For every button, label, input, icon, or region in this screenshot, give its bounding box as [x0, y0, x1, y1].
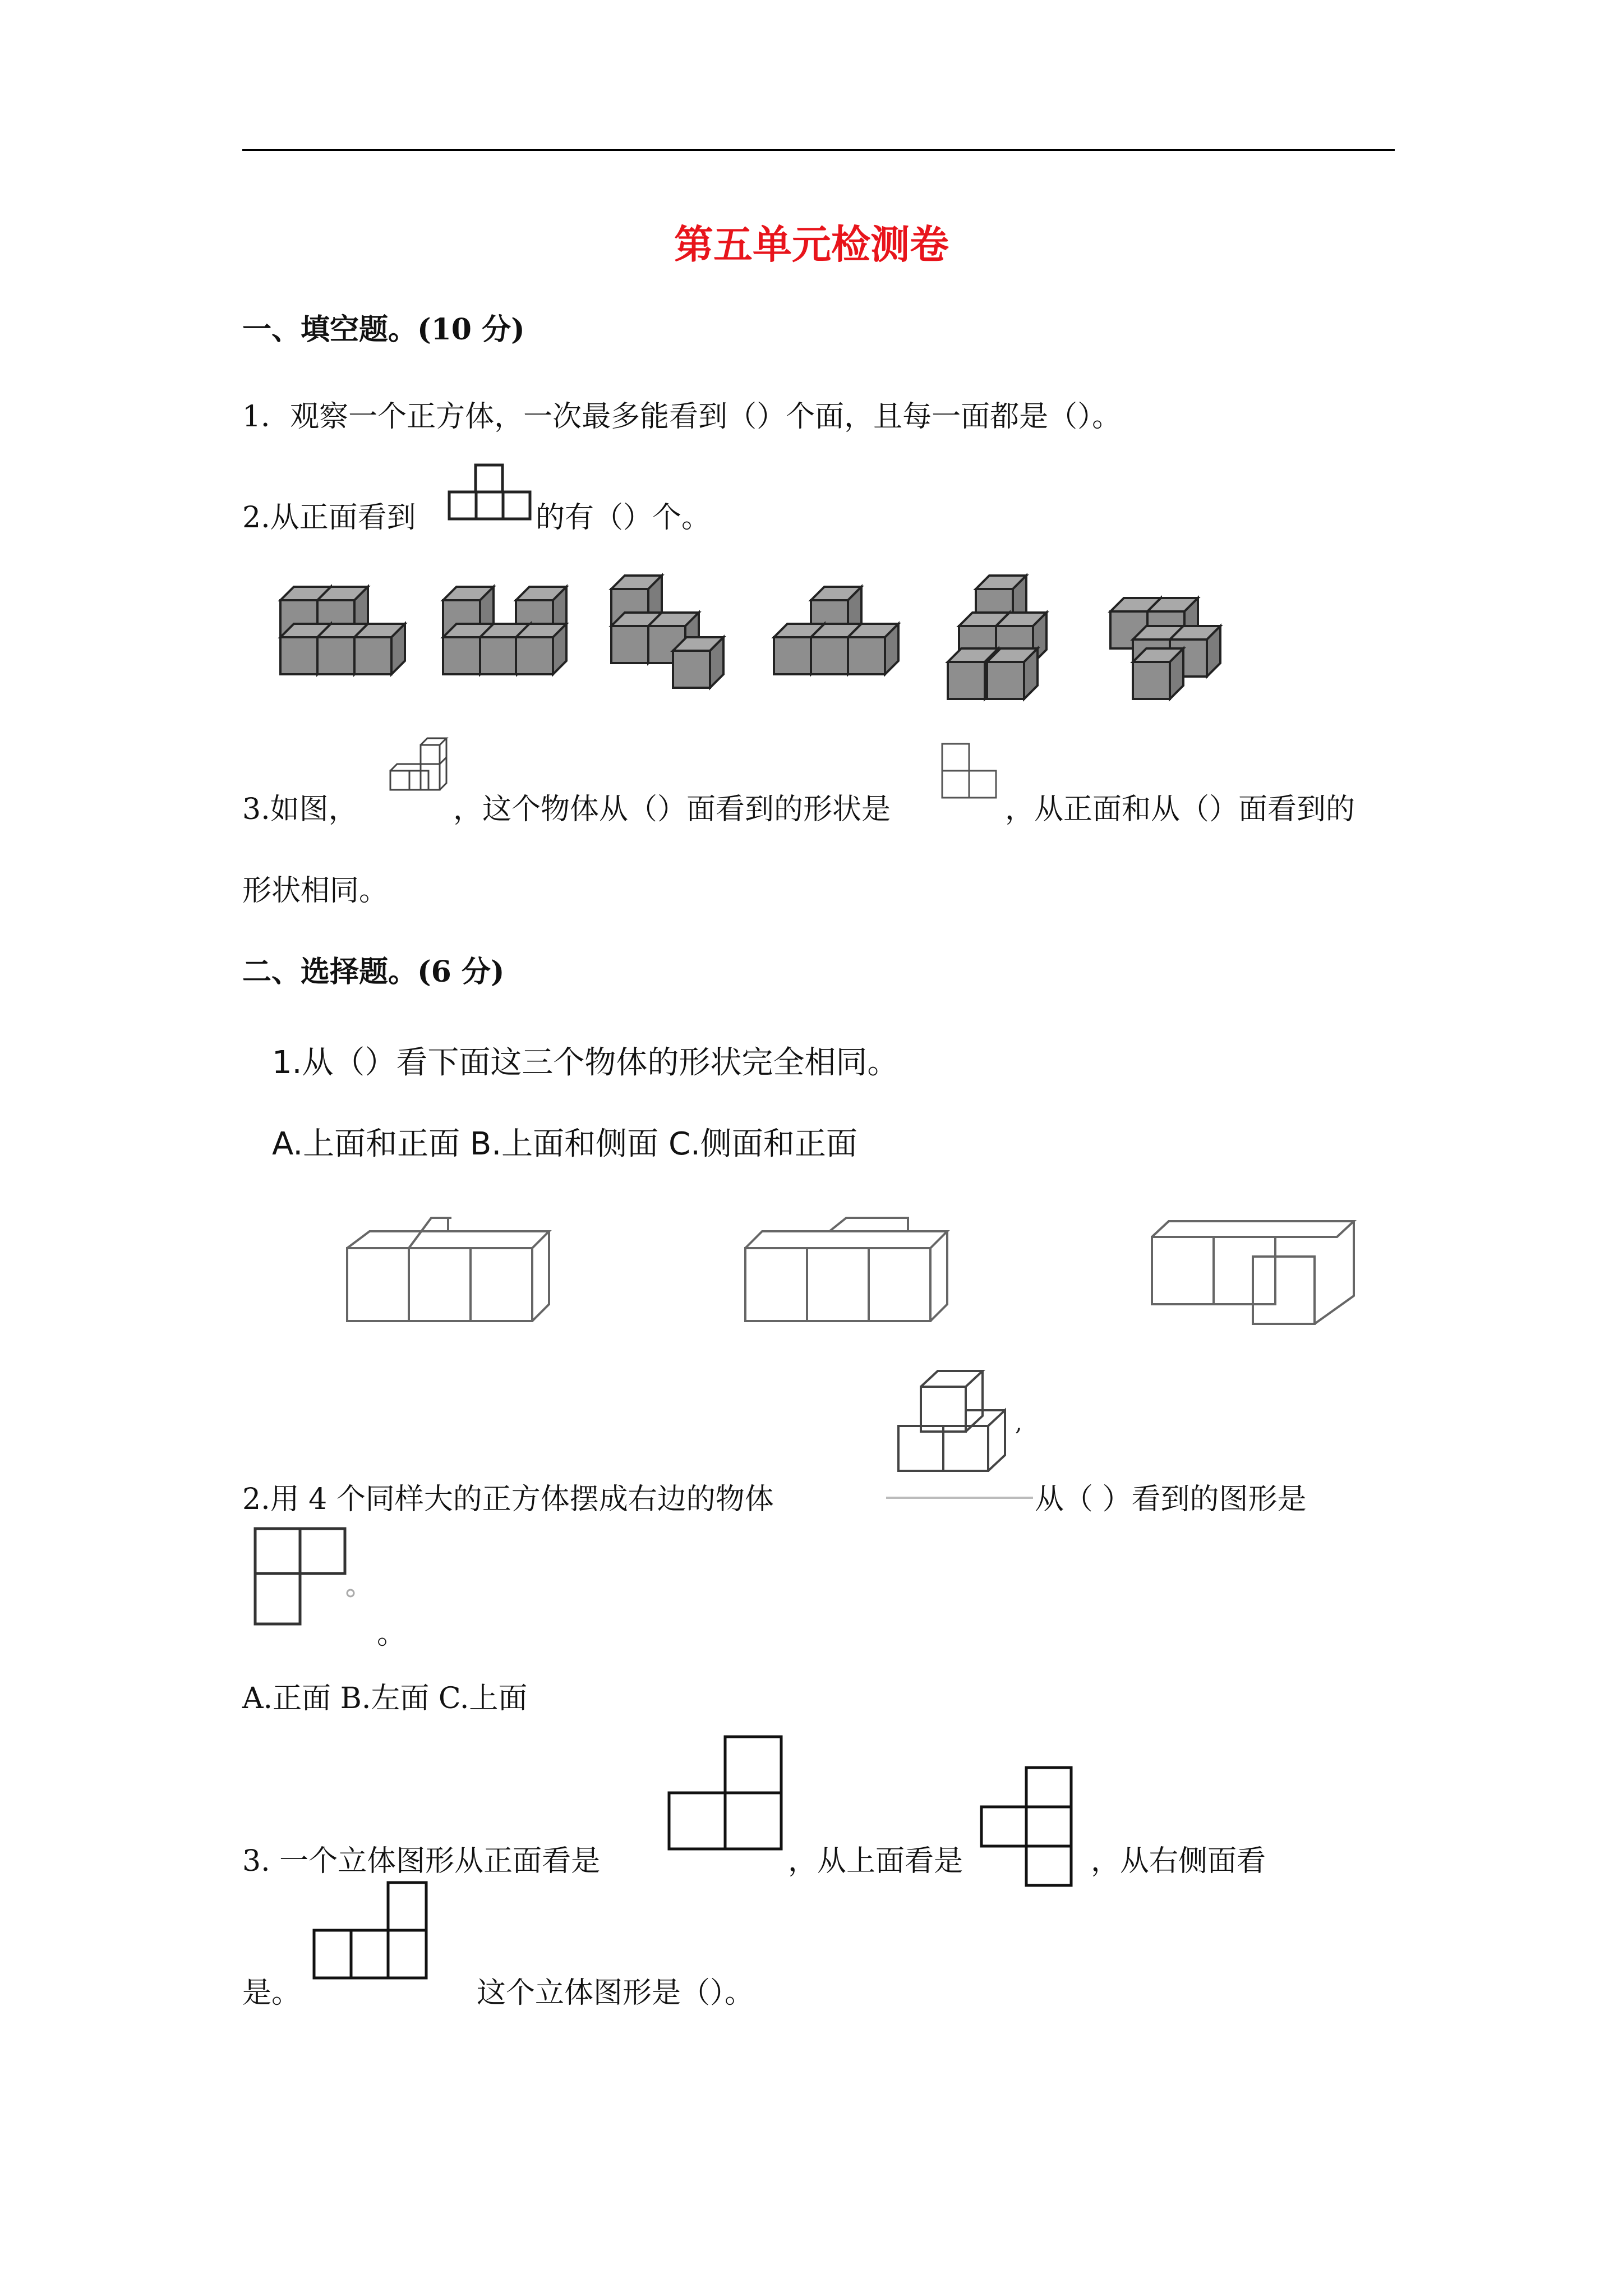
cube-figure-5 — [948, 576, 1046, 699]
s2-question-1: 1.从（）看下面这三个物体的形状完全相同。 — [272, 1045, 899, 1081]
svg-text:,: , — [1015, 1410, 1022, 1436]
section-2-heading: 二、选择题。(6 分) — [242, 955, 505, 989]
s2-question-3-prefix: 3. 一个立体图形从正面看是 — [242, 1844, 601, 1878]
s2-q3-side-view-icon — [310, 1879, 433, 1989]
s2-q3-front-view-icon — [665, 1733, 788, 1854]
header-rule — [242, 149, 1395, 151]
q2-cube-figures — [269, 561, 1234, 696]
s1-question-3-line2: 形状相同。 — [242, 874, 389, 908]
s2-q2-object-icon — [886, 1363, 1038, 1503]
cube-figure-4 — [774, 587, 898, 674]
s1-question-2-suffix: 的有（）个。 — [536, 501, 711, 535]
s2-question-2-suffix: 从（ ）看到的图形是 — [1035, 1483, 1307, 1516]
page-title: 第五单元检测卷 — [674, 221, 949, 268]
s2-question-1-options: A.上面和正面 B.上面和侧面 C.侧面和正面 — [272, 1126, 857, 1162]
q3-object-icon — [386, 735, 453, 808]
cube-figure-3 — [611, 576, 723, 688]
s1-question-1: 1．观察一个正方体，一次最多能看到（）个面，且每一面都是（）。 — [242, 400, 1122, 434]
s1-question-3-suffix: ，从正面和从（）面看到的 — [1005, 793, 1355, 826]
s2-question-3-line2-suffix: 这个立体图形是（）。 — [477, 1976, 754, 2010]
s2-q2-view-icon — [250, 1523, 379, 1641]
s2-question-3-suffix: ，从右侧面看 — [1091, 1844, 1266, 1878]
s2-question-3-mid: ，从上面看是 — [788, 1844, 963, 1878]
s2-q1-object-1 — [345, 1214, 558, 1338]
s2-question-2-end: 。 — [377, 1617, 407, 1651]
q3-view-icon — [938, 739, 1005, 812]
s2-q1-object-3 — [1150, 1214, 1363, 1338]
s1-question-3-mid: ，这个物体从（）面看到的形状是 — [453, 793, 891, 826]
s2-question-2-prefix: 2.用 4 个同样大的正方体摆成右边的物体 — [242, 1483, 774, 1516]
cube-figure-6 — [1110, 598, 1220, 699]
s2-q1-object-2 — [743, 1214, 956, 1338]
cube-figure-1 — [280, 587, 405, 674]
s2-q3-top-view-icon — [979, 1764, 1080, 1893]
s2-question-3-line2-prefix: 是。 — [242, 1976, 301, 2010]
q2-front-view-icon — [448, 463, 532, 522]
s1-question-3-prefix: 3.如图， — [242, 793, 358, 826]
cube-figure-2 — [443, 587, 566, 674]
s2-question-2-options: A.正面 B.左面 C.上面 — [242, 1682, 528, 1715]
s1-question-2-prefix: 2.从正面看到 — [242, 501, 416, 535]
section-1-heading: 一、填空题。(10 分) — [242, 312, 525, 347]
